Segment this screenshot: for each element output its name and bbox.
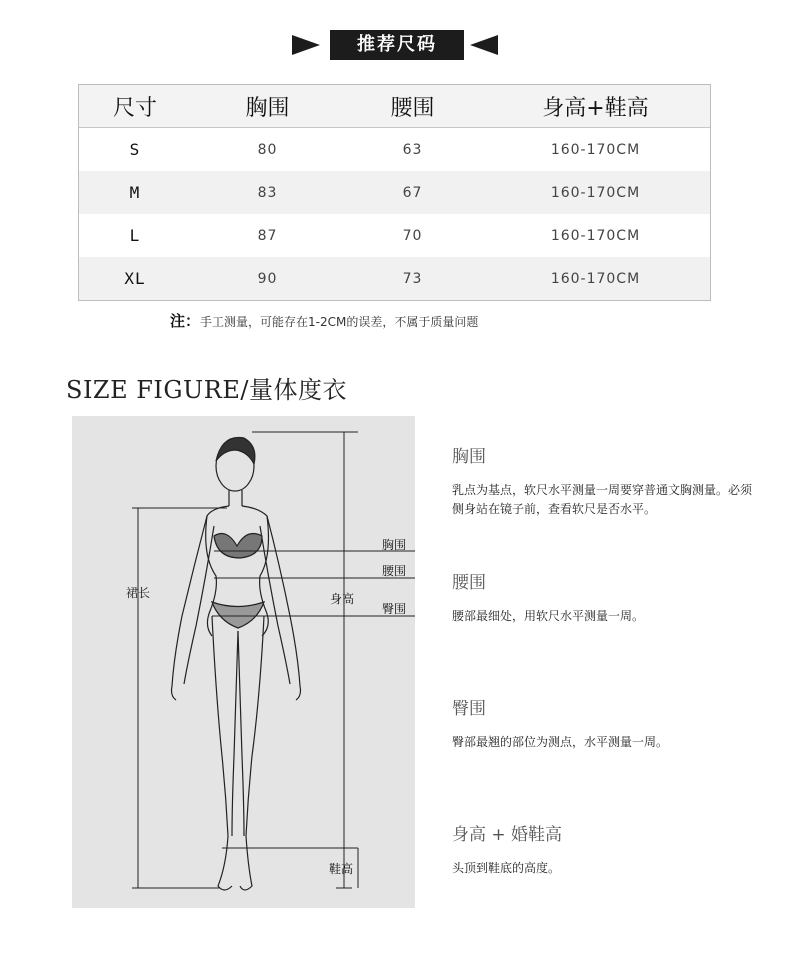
label-bust: 胸围 (382, 538, 407, 552)
label-skirt-length: 裙长 (126, 586, 151, 600)
cell-height: 160-170CM (550, 141, 641, 158)
hip-text: 臀部最翘的部位为测点，水平测量一周。 (452, 735, 669, 749)
banner-title: 推荐尺码 (330, 30, 464, 60)
height-description (452, 820, 762, 878)
cell-size: S (129, 140, 141, 159)
cell-waist: 70 (402, 227, 423, 244)
hip-description (452, 694, 762, 752)
note-mark: 注： (170, 312, 201, 330)
table-row (79, 214, 710, 257)
header-bust: 胸围 (245, 95, 290, 121)
table-row (79, 128, 710, 171)
section-banner (0, 30, 790, 60)
body-figure-panel (72, 416, 415, 908)
arrow-left-icon (292, 35, 320, 55)
cell-height: 160-170CM (550, 270, 641, 287)
cell-waist: 67 (402, 184, 423, 201)
cell-size: M (129, 183, 141, 202)
cell-height: 160-170CM (550, 227, 641, 244)
header-size: 尺寸 (112, 95, 157, 121)
header-height: 身高+鞋高 (542, 95, 649, 121)
bust-title: 胸围 (452, 447, 486, 467)
cell-bust: 90 (257, 270, 278, 287)
hip-title: 臀围 (452, 699, 486, 719)
note-text: 手工测量，可能存在1-2CM的误差，不属于质量问题 (200, 315, 479, 329)
height-title: 身高 + 婚鞋高 (452, 825, 563, 845)
measurement-note (170, 310, 478, 331)
label-hip: 臀围 (382, 602, 407, 616)
table-row (79, 257, 710, 300)
label-waist: 腰围 (382, 564, 407, 578)
table-row (79, 171, 710, 214)
body-figure-illustration (72, 416, 415, 908)
waist-title: 腰围 (452, 573, 486, 593)
cell-waist: 63 (402, 141, 423, 158)
height-text: 头顶到鞋底的高度。 (452, 861, 561, 875)
cell-size: XL (124, 269, 146, 288)
waist-description (452, 568, 762, 626)
bust-description (452, 442, 762, 519)
section-title: SIZE FIGURE/量体度衣 (66, 376, 347, 404)
label-shoe-height: 鞋高 (329, 862, 354, 876)
waist-text: 腰部最细处，用软尺水平测量一周。 (452, 609, 645, 623)
cell-bust: 83 (257, 184, 278, 201)
arrow-right-icon (470, 35, 498, 55)
cell-bust: 80 (257, 141, 278, 158)
cell-size: L (129, 226, 141, 245)
cell-bust: 87 (257, 227, 278, 244)
bust-text: 乳点为基点，软尺水平测量一周要穿普通文胸测量。必须侧身站在镜子前，查看软尺是否水平。 (452, 483, 753, 516)
cell-waist: 73 (402, 270, 423, 287)
cell-height: 160-170CM (550, 184, 641, 201)
size-table (78, 84, 711, 301)
header-waist: 腰围 (390, 95, 435, 121)
table-header-row (79, 85, 710, 128)
label-height: 身高 (330, 592, 355, 606)
